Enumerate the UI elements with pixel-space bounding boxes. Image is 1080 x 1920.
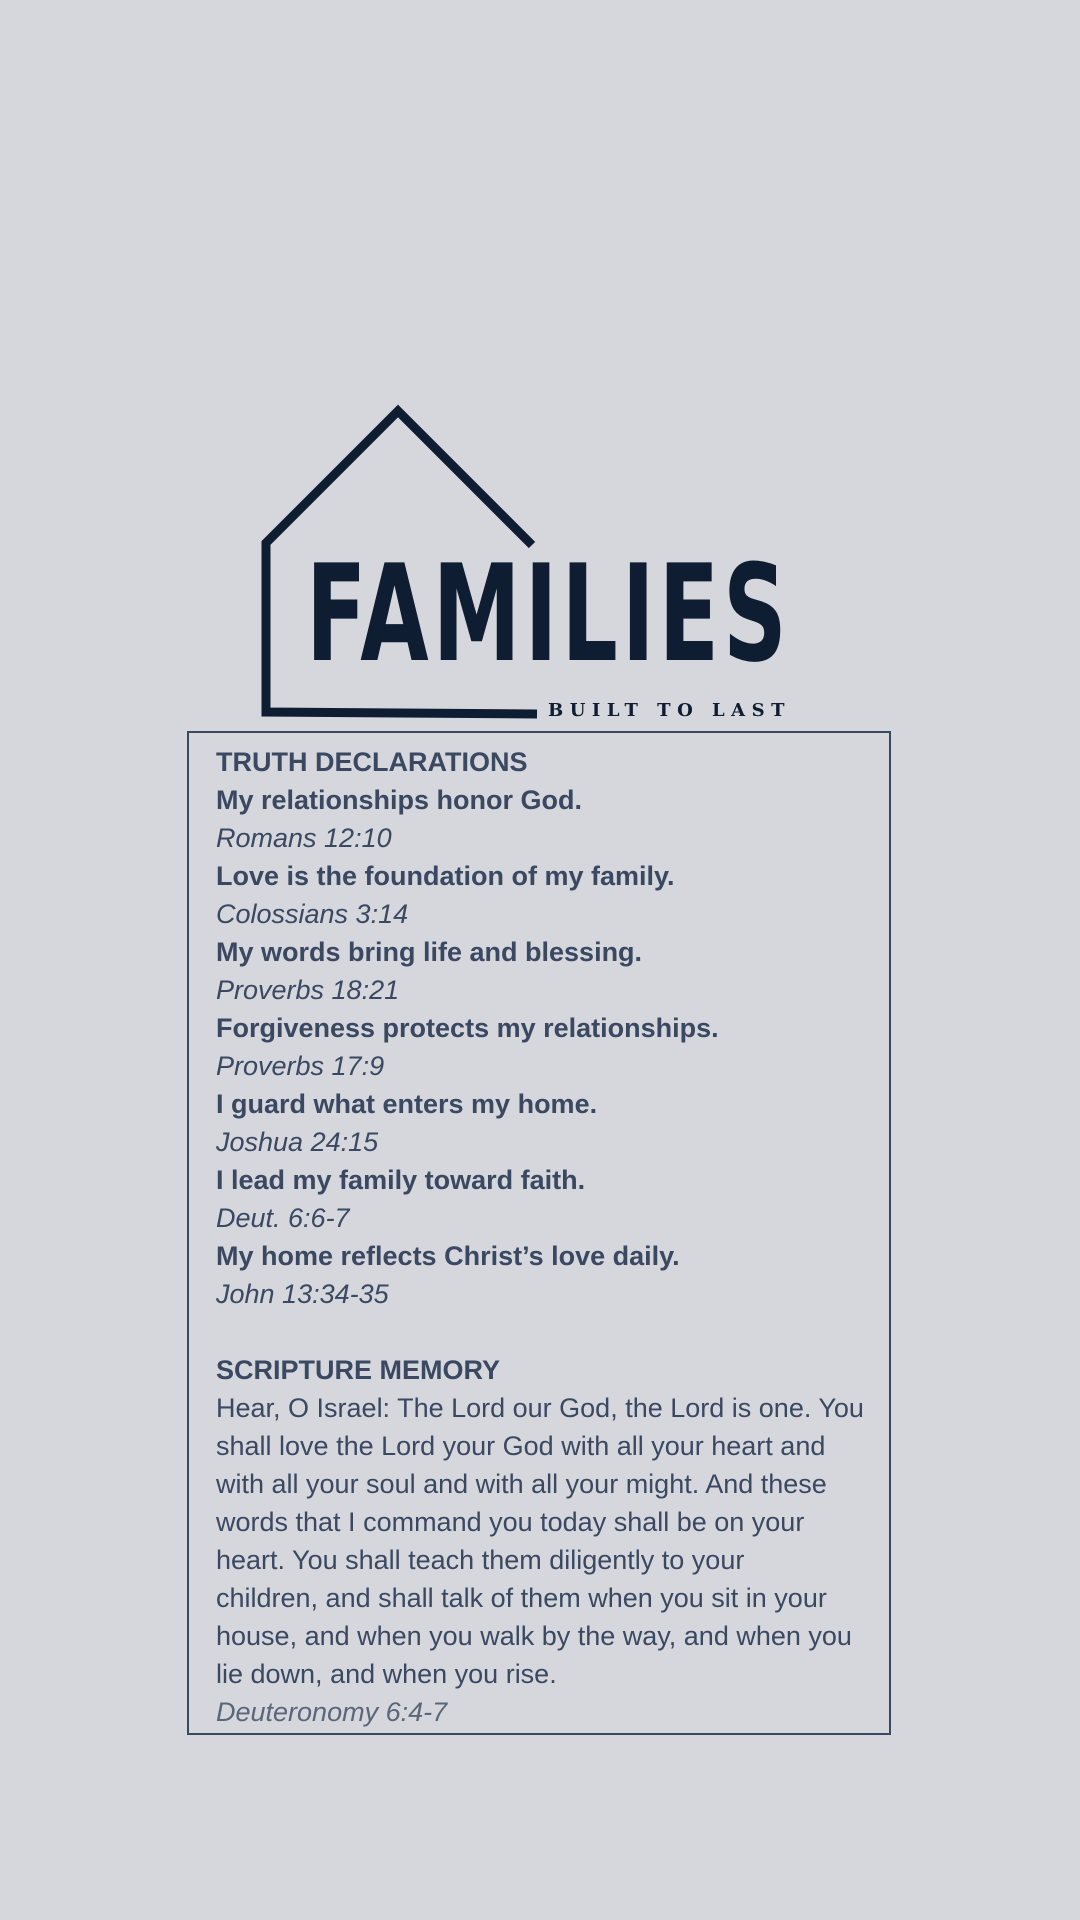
declaration-text: I guard what enters my home. (216, 1089, 598, 1119)
declaration-reference: Colossians 3:14 (216, 899, 409, 929)
passage-line: words that I command you today shall be on your (216, 1507, 805, 1537)
declaration-text: My relationships honor God. (216, 785, 583, 815)
declaration-reference: Joshua 24:15 (216, 1127, 379, 1157)
declaration-text: My words bring life and blessing. (216, 937, 643, 967)
passage-line: house, and when you walk by the way, and when you (216, 1621, 852, 1651)
declaration-text: I lead my family toward faith. (216, 1165, 586, 1195)
logo-tagline: BUILT TO LAST (548, 700, 792, 721)
card-content (216, 743, 876, 1731)
logo-wordmark: FAMILIES (306, 536, 791, 692)
declaration-reference: Romans 12:10 (216, 823, 392, 853)
declaration-reference: John 13:34-35 (216, 1279, 389, 1309)
passage-line: lie down, and when you rise. (216, 1659, 557, 1689)
section-spacer (216, 1313, 876, 1351)
passage-line: shall love the Lord your God with all your heart and (216, 1431, 826, 1461)
declaration-text: Love is the foundation of my family. (216, 861, 675, 891)
declaration-text: My home reflects Christ’s love daily. (216, 1241, 680, 1271)
passage-line: children, and shall talk of them when you sit in your (216, 1583, 827, 1613)
declaration-text: Forgiveness protects my relationships. (216, 1013, 719, 1043)
declaration-reference: Proverbs 18:21 (216, 975, 400, 1005)
passage-line: with all your soul and with all your might. And these (216, 1469, 827, 1499)
truth-declarations-title: TRUTH DECLARATIONS (216, 747, 528, 777)
scripture-reference: Deuteronomy 6:4-7 (216, 1697, 448, 1727)
scripture-memory-title: SCRIPTURE MEMORY (216, 1355, 501, 1385)
declaration-reference: Proverbs 17:9 (216, 1051, 385, 1081)
declaration-reference: Deut. 6:6-7 (216, 1203, 350, 1233)
scripture-passage (216, 1389, 876, 1693)
passage-line: Hear, O Israel: The Lord our God, the Lord is one. You (216, 1393, 864, 1423)
passage-line: heart. You shall teach them diligently to your (216, 1545, 745, 1575)
families-logo (0, 0, 1080, 730)
declarations-card (187, 731, 891, 1735)
